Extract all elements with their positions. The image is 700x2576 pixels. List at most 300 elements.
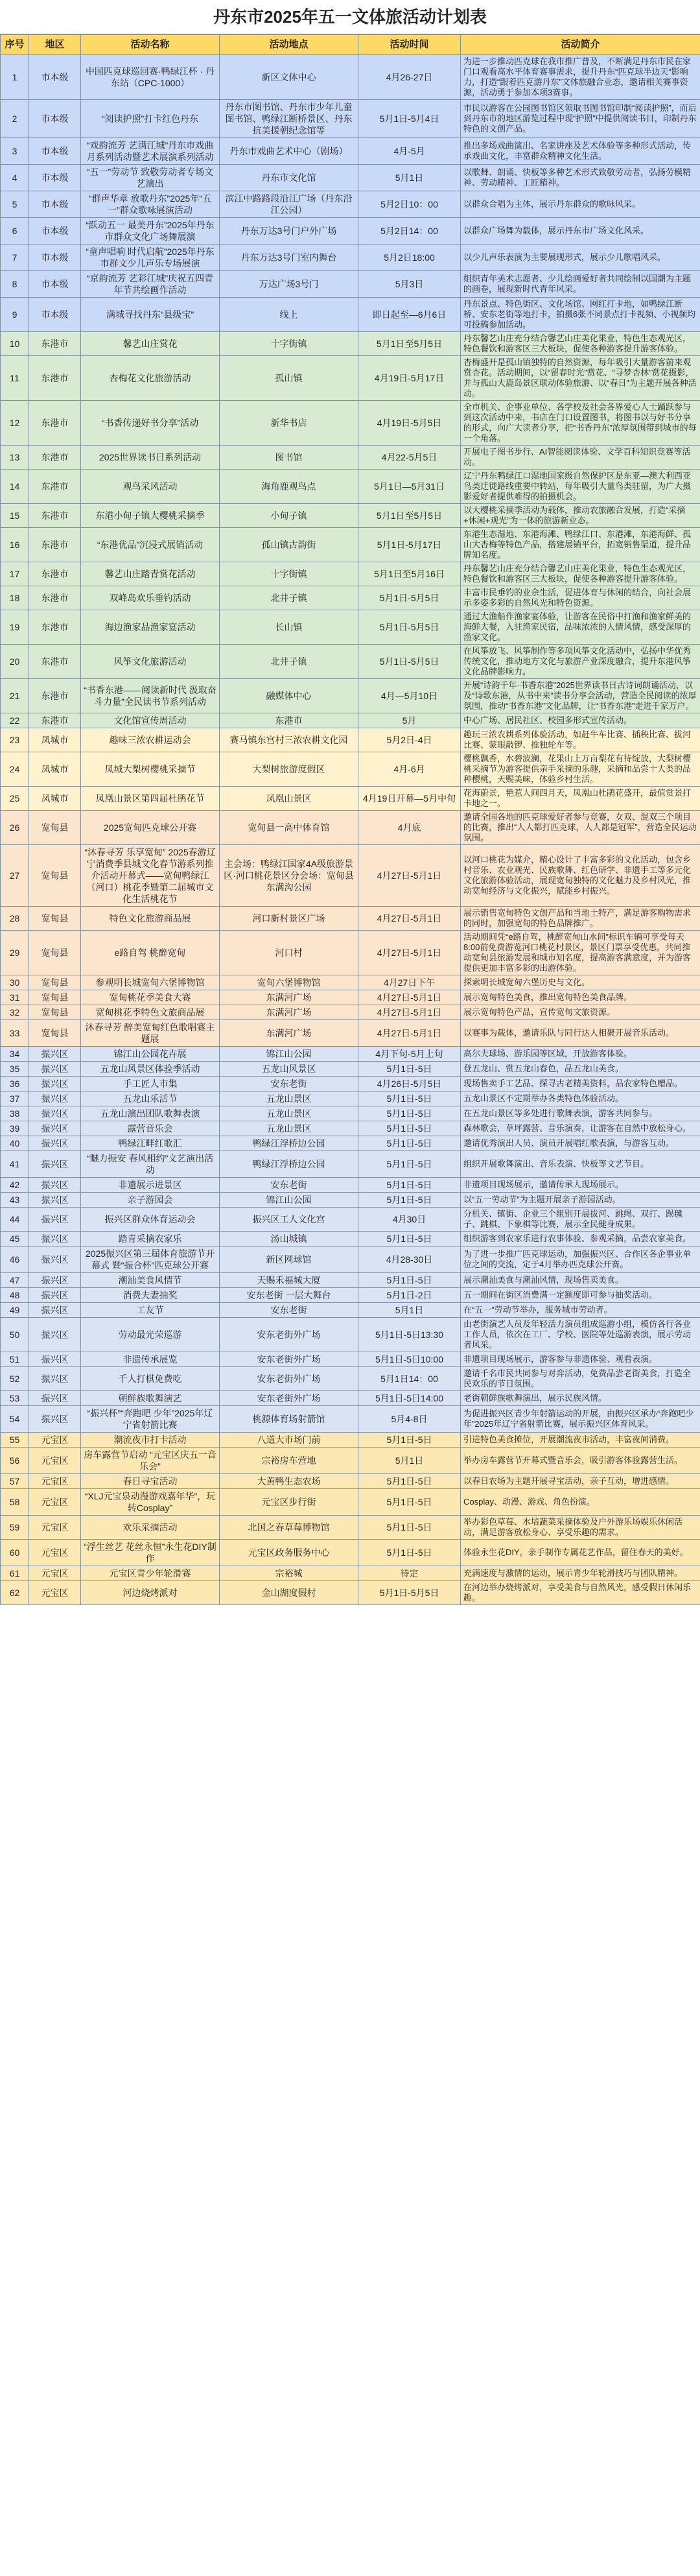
cell-seq: 59 xyxy=(1,1516,29,1540)
cell-region: 振兴区 xyxy=(29,1246,81,1273)
cell-seq: 17 xyxy=(1,562,29,586)
cell-activity-intro: 以“五一劳动节”为主题开展亲子游园活动。 xyxy=(461,1193,700,1208)
cell-activity-intro: 非遗项目现场展示，游客参与非遗体验、观看表演。 xyxy=(461,1352,700,1367)
table-row xyxy=(1,787,700,811)
table-row xyxy=(1,271,700,298)
cell-activity-intro: 杏梅盛开是孤山镇独特的自然资源，每年吸引大量游客前来观赏杏花。活动期间，以“留春时光”赏花、“寻梦杏林”赏花摄影，并与孤山大鹿岛景区联动体验旅游、以“春日”为主题开展各种活动。 xyxy=(461,356,700,401)
cell-activity-place: 宽甸六堡博物馆 xyxy=(220,975,358,990)
table-row xyxy=(1,1047,700,1062)
cell-seq: 3 xyxy=(1,138,29,165)
cell-activity-name: 五龙山乐活节 xyxy=(81,1091,220,1106)
table-row xyxy=(1,191,700,218)
cell-activity-name: e路自驾 桃醉宽甸 xyxy=(81,931,220,975)
cell-activity-intro: 以大樱桃采摘季活动为载体，推动农旅融合发展，打造“采摘+休闲+观光”为一体的旅游新业态。 xyxy=(461,504,700,528)
table-row xyxy=(1,1246,700,1273)
cell-activity-name: 潮流夜市打卡活动 xyxy=(81,1433,220,1448)
cell-activity-intro: 由老街演艺人员及年轻活力演员组成巡游小组，模仿各行各业工作人员，依次在工厂、学校、医院等处巡游表演，展示劳动者风采。 xyxy=(461,1318,700,1352)
table-row xyxy=(1,138,700,165)
cell-activity-name: 中国匹克球巡回赛·鸭绿江杯 · 丹东站（CPC-1000） xyxy=(81,55,220,100)
cell-activity-name: 五龙山风景区体验季活动 xyxy=(81,1062,220,1077)
cell-activity-time: 5月1日-5日 xyxy=(358,1489,461,1516)
cell-activity-place: 河口新村景区广场 xyxy=(220,907,358,931)
cell-region: 市本级 xyxy=(29,100,81,138)
cell-seq: 28 xyxy=(1,907,29,931)
page-title: 丹东市2025年五一文体旅活动计划表 xyxy=(0,0,700,34)
table-row xyxy=(1,1077,700,1091)
cell-activity-time: 4月19日-5月17日 xyxy=(358,356,461,401)
cell-activity-name: 凤凰山景区第四届杜鹃花节 xyxy=(81,787,220,811)
header-region: 地区 xyxy=(29,35,81,55)
cell-region: 振兴区 xyxy=(29,1232,81,1246)
cell-activity-name: “东港优品”沉浸式展销活动 xyxy=(81,528,220,562)
cell-seq: 43 xyxy=(1,1193,29,1208)
table-row xyxy=(1,1406,700,1433)
cell-activity-name: 特色文化旅游商品展 xyxy=(81,907,220,931)
cell-activity-intro: 高尔夫球场、游乐园等区域，开放游客体验。 xyxy=(461,1047,700,1062)
cell-activity-intro: 活动期间凭“e路自驾，桃醉宽甸山水间”标识车辆可享受每天8:00前免费游览河口桃花村景区，景区门票享受优惠，共同推动宽甸县旅游发展和城市知名度，提高游客满意度，并为游客提供更加丰富多彩的出游体验。 xyxy=(461,931,700,975)
cell-activity-place: 锦江山公园 xyxy=(220,1047,358,1062)
activity-table xyxy=(0,34,700,1605)
table-row xyxy=(1,975,700,990)
cell-activity-time: 5月2日14：00 xyxy=(358,218,461,244)
cell-activity-intro: 市民以游客在公园图书馆区领取书图书馆印制“阅读护照”，而后到丹东市的地区游览过程中现“护照”中提供阅读书目，印制丹东特色的文创产品。 xyxy=(461,100,700,138)
cell-activity-time: 5月1日-5月4日 xyxy=(358,100,461,138)
cell-activity-time: 4月27日-5月1日 xyxy=(358,1020,461,1047)
cell-activity-name: “沐春寻芳 乐享宽甸” 2025春游辽宁消费季县城文化春节游系列推介活动开幕式——宽甸鸭绿江（河口）桃花季暨第二届城市文化生活桃花节 xyxy=(81,845,220,907)
cell-seq: 22 xyxy=(1,713,29,728)
cell-region: 市本级 xyxy=(29,271,81,298)
cell-activity-time: 5月2日18:00 xyxy=(358,244,461,271)
cell-seq: 27 xyxy=(1,845,29,907)
cell-activity-name: “阅读护照”打卡红色丹东 xyxy=(81,100,220,138)
cell-region: 市本级 xyxy=(29,244,81,271)
table-row xyxy=(1,1288,700,1303)
cell-region: 元宝区 xyxy=(29,1433,81,1448)
cell-activity-time: 4月27日-5月1日 xyxy=(358,931,461,975)
cell-activity-intro: 以歌舞、朗诵、快板等多种艺术形式致敬劳动者，弘扬劳模精神、劳动精神、工匠精神。 xyxy=(461,165,700,191)
table-row xyxy=(1,1193,700,1208)
cell-activity-time: 5月1日-5日14:00 xyxy=(358,1391,461,1406)
cell-seq: 44 xyxy=(1,1208,29,1232)
cell-region: 凤城市 xyxy=(29,752,81,787)
cell-seq: 33 xyxy=(1,1020,29,1047)
cell-activity-intro: 老街朝鲜族歌舞演出，展示民族风情。 xyxy=(461,1391,700,1406)
cell-seq: 50 xyxy=(1,1318,29,1352)
cell-seq: 8 xyxy=(1,271,29,298)
cell-seq: 25 xyxy=(1,787,29,811)
table-row xyxy=(1,298,700,332)
cell-activity-time: 4月—5月10日 xyxy=(358,679,461,713)
cell-seq: 16 xyxy=(1,528,29,562)
cell-activity-name: 亲子游园会 xyxy=(81,1193,220,1208)
cell-activity-intro: 中心广场、居民社区、校园多形式宣传活动。 xyxy=(461,713,700,728)
cell-activity-intro: 五一期间在街区消费满一定额度即可参与抽奖活动。 xyxy=(461,1288,700,1303)
cell-seq: 48 xyxy=(1,1288,29,1303)
cell-activity-intro: 森林歌会，草坪露营、音乐演奏，让游客在自然中放松身心。 xyxy=(461,1121,700,1136)
cell-seq: 61 xyxy=(1,1566,29,1581)
cell-activity-intro: 趣玩三浓农耕系列体验活动，如赶牛车比赛、插秧比赛、拔河比赛、蒙眼敲锣、推独轮车等。 xyxy=(461,728,700,752)
cell-activity-name: 非遗展示进景区 xyxy=(81,1178,220,1193)
cell-region: 振兴区 xyxy=(29,1106,81,1121)
table-row xyxy=(1,1232,700,1246)
cell-activity-place: 鸭绿江浮桥边公园 xyxy=(220,1151,358,1178)
cell-activity-name: “京韵流芳 艺彩江城”庆祝五四青年节共绘画作活动 xyxy=(81,271,220,298)
cell-activity-place: 东满河广场 xyxy=(220,1005,358,1020)
table-row xyxy=(1,1516,700,1540)
cell-region: 宽甸县 xyxy=(29,975,81,990)
cell-region: 东港市 xyxy=(29,401,81,446)
cell-seq: 54 xyxy=(1,1406,29,1433)
cell-region: 宽甸县 xyxy=(29,1020,81,1047)
cell-region: 市本级 xyxy=(29,165,81,191)
cell-activity-time: 4月26日-5月5日 xyxy=(358,1077,461,1091)
cell-seq: 9 xyxy=(1,298,29,332)
cell-activity-time: 5月 xyxy=(358,713,461,728)
cell-activity-time: 5月1日-5日10:00 xyxy=(358,1352,461,1367)
cell-activity-place: 汤山城镇 xyxy=(220,1232,358,1246)
cell-region: 元宝区 xyxy=(29,1540,81,1566)
cell-seq: 51 xyxy=(1,1352,29,1367)
cell-activity-name: 2025宽甸匹克球公开赛 xyxy=(81,811,220,845)
table-row xyxy=(1,1352,700,1367)
table-row xyxy=(1,1581,700,1605)
cell-activity-name: 沐春寻芳 醉美宽甸红色歌唱赛主题展 xyxy=(81,1020,220,1047)
cell-region: 东港市 xyxy=(29,504,81,528)
cell-activity-intro: 推出多场戏曲演出、名家讲座及艺术体验等多种形式活动，传承戏曲文化，丰富群众精神文化生活。 xyxy=(461,138,700,165)
cell-region: 市本级 xyxy=(29,138,81,165)
cell-activity-name: 元宝区青少年轮滑赛 xyxy=(81,1566,220,1581)
cell-activity-time: 5月1日-5日 xyxy=(358,1106,461,1121)
cell-activity-time: 4月底 xyxy=(358,811,461,845)
table-row xyxy=(1,1208,700,1232)
cell-activity-name: 春日寻宝活动 xyxy=(81,1474,220,1489)
cell-activity-place: 主会场：鸭绿江国家4A级旅游景区·河口桃花景区分会场：宽甸县东满沟公园 xyxy=(220,845,358,907)
cell-activity-intro: 花海蔚景，艳惹人间四月天，凤凰山杜鹃花盛开，最值赏景打卡地之一。 xyxy=(461,787,700,811)
cell-activity-time: 5月1日-5日13:30 xyxy=(358,1318,461,1352)
cell-activity-time: 5月1日-5日 xyxy=(358,1474,461,1489)
cell-activity-time: 5月1日-5日 xyxy=(358,1121,461,1136)
table-row xyxy=(1,752,700,787)
cell-region: 宽甸县 xyxy=(29,1005,81,1020)
cell-region: 东港市 xyxy=(29,470,81,504)
table-row xyxy=(1,1005,700,1020)
cell-activity-time: 5月2日-4日 xyxy=(358,728,461,752)
cell-region: 元宝区 xyxy=(29,1566,81,1581)
cell-seq: 15 xyxy=(1,504,29,528)
cell-activity-place: 图书馆 xyxy=(220,446,358,470)
cell-activity-place: 孤山镇古韵街 xyxy=(220,528,358,562)
cell-activity-time: 4月27日-5月1日 xyxy=(358,1005,461,1020)
cell-activity-name: “书香东港——阅读新时代 汲取奋斗力量”全民读书节系列活动 xyxy=(81,679,220,713)
cell-activity-place: 新华书店 xyxy=(220,401,358,446)
cell-activity-place: 北国之春草莓博物馆 xyxy=(220,1516,358,1540)
cell-seq: 1 xyxy=(1,55,29,100)
cell-activity-place: 十字街镇 xyxy=(220,562,358,586)
cell-activity-place: 孤山镇 xyxy=(220,356,358,401)
cell-region: 东港市 xyxy=(29,356,81,401)
cell-activity-intro: 为进一步推动匹克球在我市推广普及，不断满足丹东市民在家门口观看高水平体育赛事需求，提升丹东“匹克球半边天”影响力，打造“跟着匹克游丹东”文体旅融合业态，邀请相关赛事资源，活动勇于参加本项3赛事。 xyxy=(461,55,700,100)
cell-region: 市本级 xyxy=(29,218,81,244)
cell-seq: 42 xyxy=(1,1178,29,1193)
cell-activity-time: 5月1日-5月5日 xyxy=(358,645,461,679)
cell-activity-time: 5月1日-5日 xyxy=(358,1151,461,1178)
table-row xyxy=(1,1106,700,1121)
cell-region: 市本级 xyxy=(29,191,81,218)
cell-activity-intro: 通过大渔船作渔家宴体验，让游客在民俗中打渔和渔家鲜美的海鲜大餐，入驻渔家民宿，品味浓浓的人情风情，感受深厚的渔家文化。 xyxy=(461,610,700,645)
cell-activity-name: 鸭绿江畔红歌汇 xyxy=(81,1136,220,1151)
cell-activity-place: 北井子镇 xyxy=(220,586,358,610)
cell-activity-intro: 组织青年美术志愿者、少儿绘画爱好者共同绘制以国潮为主题的画卷，展现新时代青年风采。 xyxy=(461,271,700,298)
cell-activity-place: 金山湖度假村 xyxy=(220,1581,358,1605)
table-row xyxy=(1,562,700,586)
cell-activity-intro: 以赛事为载体，邀请乐队与同行达人相聚开展音乐活动。 xyxy=(461,1020,700,1047)
cell-seq: 14 xyxy=(1,470,29,504)
cell-activity-place: 宽甸县一高中体育馆 xyxy=(220,811,358,845)
cell-seq: 37 xyxy=(1,1091,29,1106)
cell-activity-name: 振兴区群众体育运动会 xyxy=(81,1208,220,1232)
cell-activity-place: 东满河广场 xyxy=(220,1020,358,1047)
cell-activity-name: 参观明长城宽甸六堡博物馆 xyxy=(81,975,220,990)
cell-activity-name: “戏韵流芳 艺满江城”丹东市戏曲月系列活动暨艺术展演系列活动 xyxy=(81,138,220,165)
cell-activity-intro: 在风筝放飞、风筝制作等多项风筝文化活动中，弘扬中华优秀传统文化，推动地方文化与旅游产业深度融合，提升东港风筝文化品牌影响力。 xyxy=(461,645,700,679)
cell-activity-time: 4月27日-5月1日 xyxy=(358,990,461,1005)
table-row xyxy=(1,401,700,446)
table-row xyxy=(1,1474,700,1489)
cell-region: 东港市 xyxy=(29,713,81,728)
cell-seq: 12 xyxy=(1,401,29,446)
cell-seq: 40 xyxy=(1,1136,29,1151)
cell-activity-place: 丹东市文化馆 xyxy=(220,165,358,191)
cell-activity-name: 踏青采摘农家乐 xyxy=(81,1232,220,1246)
cell-region: 东港市 xyxy=(29,586,81,610)
cell-activity-name: 凤城大梨树樱桃采摘节 xyxy=(81,752,220,787)
table-row xyxy=(1,100,700,138)
cell-activity-intro: 引进特色美食摊位，开展潮流夜市活动，丰富夜间消费。 xyxy=(461,1433,700,1448)
cell-seq: 24 xyxy=(1,752,29,787)
cell-activity-time: 4月30日 xyxy=(358,1208,461,1232)
cell-seq: 6 xyxy=(1,218,29,244)
cell-activity-intro: 体验永生花DIY，亲手制作专属花艺作品，留住春天的美好。 xyxy=(461,1540,700,1566)
cell-activity-time: 5月2日10：00 xyxy=(358,191,461,218)
table-row xyxy=(1,1303,700,1318)
cell-region: 振兴区 xyxy=(29,1318,81,1352)
table-row xyxy=(1,1367,700,1391)
table-row xyxy=(1,470,700,504)
cell-activity-name: “群声华章 放歌丹东”2025年“五一”群众歌咏展演活动 xyxy=(81,191,220,218)
cell-activity-intro: 登五龙山、赏五龙山春色，品五龙山美食。 xyxy=(461,1062,700,1077)
cell-seq: 36 xyxy=(1,1077,29,1091)
cell-seq: 58 xyxy=(1,1489,29,1516)
cell-activity-name: 东港小甸子镇大樱桃采摘季 xyxy=(81,504,220,528)
cell-region: 元宝区 xyxy=(29,1516,81,1540)
cell-activity-time: 5月4-8日 xyxy=(358,1406,461,1433)
header-activity-time: 活动时间 xyxy=(358,35,461,55)
cell-activity-time: 4月19日-5月5日 xyxy=(358,401,461,446)
cell-region: 振兴区 xyxy=(29,1391,81,1406)
cell-activity-intro: 以少儿声乐表演为主要展现形式，展示少儿歌唱风采。 xyxy=(461,244,700,271)
cell-seq: 21 xyxy=(1,679,29,713)
cell-activity-place: 五龙山景区 xyxy=(220,1121,358,1136)
table-row xyxy=(1,446,700,470)
cell-activity-place: 大黄鸭生态农场 xyxy=(220,1474,358,1489)
cell-activity-intro: 全市机关、企事业单位、各学校及社会各界爱心人士踊跃参与到这次活动中来，书店在门口设置图书，将图书以与好书分享的形式，向广大读者分享，把“书香丹东”浓厚氛围带到城市的每一个角落。 xyxy=(461,401,700,446)
cell-seq: 34 xyxy=(1,1047,29,1062)
table-row xyxy=(1,931,700,975)
cell-seq: 47 xyxy=(1,1273,29,1288)
cell-activity-name: 宽甸桃花季美食大赛 xyxy=(81,990,220,1005)
cell-activity-place: 五龙山风景区 xyxy=(220,1062,358,1077)
cell-activity-time: 5月1日-5月5日 xyxy=(358,586,461,610)
cell-activity-name: 河边烧烤派对 xyxy=(81,1581,220,1605)
cell-activity-time: 5月1日-5日 xyxy=(358,1232,461,1246)
cell-activity-place: 安东老街外广场 xyxy=(220,1391,358,1406)
cell-activity-place: 安东老街外广场 xyxy=(220,1352,358,1367)
cell-activity-place: 凤凰山景区 xyxy=(220,787,358,811)
cell-activity-time: 5月1日-5日 xyxy=(358,1193,461,1208)
cell-activity-place: 宗裕城 xyxy=(220,1566,358,1581)
cell-activity-intro: 在“五一”劳动节举办，服务城市劳动者。 xyxy=(461,1303,700,1318)
cell-activity-name: “书香传递好书分享”活动 xyxy=(81,401,220,446)
cell-region: 东港市 xyxy=(29,679,81,713)
cell-activity-intro: Cosplay、动漫、游戏、角色扮演。 xyxy=(461,1489,700,1516)
cell-activity-name: 杏梅花文化旅游活动 xyxy=(81,356,220,401)
table-row xyxy=(1,1318,700,1352)
cell-activity-time: 待定 xyxy=(358,1566,461,1581)
cell-activity-place: 新区文体中心 xyxy=(220,55,358,100)
table-row xyxy=(1,586,700,610)
cell-activity-intro: 展示宽甸特色美食，推出宽甸特色美食品牌。 xyxy=(461,990,700,1005)
cell-activity-time: 5月1日-5日 xyxy=(358,1091,461,1106)
cell-activity-name: 房车露营节启动 “元宝区庆五一音乐会” xyxy=(81,1448,220,1474)
cell-seq: 55 xyxy=(1,1433,29,1448)
cell-region: 振兴区 xyxy=(29,1178,81,1193)
cell-seq: 52 xyxy=(1,1367,29,1391)
cell-activity-place: 元宝区步行街 xyxy=(220,1489,358,1516)
cell-seq: 19 xyxy=(1,610,29,645)
cell-activity-name: “跃动五一 最美丹东”2025年丹东市群众文化广场舞展演 xyxy=(81,218,220,244)
cell-activity-place: 线上 xyxy=(220,298,358,332)
cell-activity-time: 5月1日至5月5日 xyxy=(358,504,461,528)
cell-activity-time: 5月1日-5日 xyxy=(358,1540,461,1566)
cell-activity-name: 消费夫妻抽奖 xyxy=(81,1288,220,1303)
table-row xyxy=(1,356,700,401)
cell-seq: 57 xyxy=(1,1474,29,1489)
cell-activity-time: 4月-5月 xyxy=(358,138,461,165)
table-row xyxy=(1,1121,700,1136)
cell-activity-intro: 为了进一步推广匹克球运动，加强振兴区、合作区各企事业单位之间的交流，定于4月举办匹克球公开赛。 xyxy=(461,1246,700,1273)
cell-activity-place: 丹东万达3号门室内舞台 xyxy=(220,244,358,271)
cell-activity-place: 滨江中路路段沿江广场（丹东沿江公园） xyxy=(220,191,358,218)
table-row xyxy=(1,713,700,728)
cell-activity-name: 欢乐采摘活动 xyxy=(81,1516,220,1540)
cell-activity-intro: 展示销售宽甸特色文创产品和当地土特产，满足游客购物需求的同时，加强宽甸的特色品牌推广。 xyxy=(461,907,700,931)
cell-activity-name: 2025世界读书日系列活动 xyxy=(81,446,220,470)
cell-seq: 38 xyxy=(1,1106,29,1121)
cell-activity-name: “浮生丝艺 花丝永恒”永生花DIY制作 xyxy=(81,1540,220,1566)
cell-activity-time: 4月28-30日 xyxy=(358,1246,461,1273)
cell-activity-place: 赛马镇东宫村三浓农耕文化园 xyxy=(220,728,358,752)
cell-activity-time: 5月1日 xyxy=(358,165,461,191)
cell-activity-place: 安东老街外广场 xyxy=(220,1367,358,1391)
cell-activity-time: 4月27日下午 xyxy=(358,975,461,990)
table-row xyxy=(1,1020,700,1047)
cell-activity-intro: 东港生态湿地、东港海滩、鸭绿江口、东港滩，东港海鲜、孤山大杏梅等特色产品，搭建展销平台，拓宽销售渠道，提升品牌知名度。 xyxy=(461,528,700,562)
cell-activity-time: 5月1日-5月17日 xyxy=(358,528,461,562)
cell-activity-intro: 丹东馨艺山庄充分结合馨艺山庄美化果业，特色生态观光区，特色餐饮和游客区三大板块，促使各种游客提升游客体验。 xyxy=(461,332,700,356)
cell-seq: 10 xyxy=(1,332,29,356)
cell-activity-name: 观鸟采风活动 xyxy=(81,470,220,504)
cell-activity-place: 安东老街外广场 xyxy=(220,1318,358,1352)
cell-activity-intro: 以河口桃花为媒介，精心设计了丰富多彩的文化活动，包含乡村音乐、农业观光、民族歌舞、红色研学、非遗手工等多元化文化旅游体验活动，展现宽甸独特的文化魅力及乡村风光，推动宽甸经济与文化振兴，赋能乡村振兴。 xyxy=(461,845,700,907)
cell-activity-intro: 为促进振兴区青少年射箭运动的开展，由振兴区承办“奔跑吧少年”2025年辽宁省射箭比赛，展示振兴区体育风采。 xyxy=(461,1406,700,1433)
cell-activity-name: 海边渔家品渔家宴活动 xyxy=(81,610,220,645)
cell-activity-place: 丹东市图书馆、丹东市少年儿童图书馆、鸭绿江断桥景区、丹东抗美援朝纪念馆等 xyxy=(220,100,358,138)
cell-activity-time: 5月1日—5月31日 xyxy=(358,470,461,504)
cell-activity-time: 4月19日开幕—5月中旬 xyxy=(358,787,461,811)
cell-seq: 49 xyxy=(1,1303,29,1318)
table-row xyxy=(1,1391,700,1406)
cell-activity-name: 潮汕美食风情节 xyxy=(81,1273,220,1288)
cell-activity-name: 宽甸桃花季特色文旅商品展 xyxy=(81,1005,220,1020)
cell-activity-intro: 组织开展歌舞演出、音乐表演、快板等文艺节目。 xyxy=(461,1151,700,1178)
cell-activity-time: 5月1日14：00 xyxy=(358,1367,461,1391)
cell-region: 东港市 xyxy=(29,645,81,679)
cell-activity-name: “魅力振安 春风相约”文艺演出活动 xyxy=(81,1151,220,1178)
cell-activity-place: 安东老街 xyxy=(220,1077,358,1091)
cell-activity-intro: 非遗项目现场展示，邀请传承人现场展示。 xyxy=(461,1178,700,1193)
header-activity-name: 活动名称 xyxy=(81,35,220,55)
cell-region: 东港市 xyxy=(29,528,81,562)
cell-activity-time: 5月1日-5日 xyxy=(358,1136,461,1151)
table-row xyxy=(1,645,700,679)
table-header-row xyxy=(1,35,700,55)
table-row xyxy=(1,1489,700,1516)
cell-seq: 62 xyxy=(1,1581,29,1605)
cell-activity-time: 5月1日-2日 xyxy=(358,1288,461,1303)
cell-region: 振兴区 xyxy=(29,1303,81,1318)
cell-seq: 11 xyxy=(1,356,29,401)
cell-region: 东港市 xyxy=(29,332,81,356)
cell-activity-place: 桃源体育场射箭馆 xyxy=(220,1406,358,1433)
cell-activity-name: 五龙山演出团队歌舞表演 xyxy=(81,1106,220,1121)
cell-seq: 46 xyxy=(1,1246,29,1273)
cell-activity-intro: 邀请全国各地的匹克球爱好者参与竞赛，女双、混双三个项目的比赛，推出“人人都打匹克球，人人都是冠军”，营造全民运动氛围。 xyxy=(461,811,700,845)
cell-region: 振兴区 xyxy=(29,1406,81,1433)
cell-region: 振兴区 xyxy=(29,1136,81,1151)
cell-seq: 26 xyxy=(1,811,29,845)
table-row xyxy=(1,1273,700,1288)
cell-seq: 39 xyxy=(1,1121,29,1136)
cell-activity-name: 风筝文化旅游活动 xyxy=(81,645,220,679)
cell-activity-place: 大梨树旅游度假区 xyxy=(220,752,358,787)
cell-activity-name: 劳动最光荣巡游 xyxy=(81,1318,220,1352)
cell-activity-place: 东港市 xyxy=(220,713,358,728)
cell-activity-place: 北井子镇 xyxy=(220,645,358,679)
cell-activity-intro: 现场售卖手工艺品、探寻古老精美资料，品农家特色赠品。 xyxy=(461,1077,700,1091)
cell-seq: 5 xyxy=(1,191,29,218)
cell-seq: 2 xyxy=(1,100,29,138)
cell-region: 元宝区 xyxy=(29,1474,81,1489)
cell-region: 振兴区 xyxy=(29,1047,81,1062)
cell-region: 市本级 xyxy=(29,55,81,100)
cell-activity-name: 双峰岛欢乐垂钓活动 xyxy=(81,586,220,610)
cell-activity-intro: 开展“诗韵千年·书香东港”2025世界读书日古诗词朗诵活动，以及“诗歌东港，从书中来”读书分享会活动，营造全民阅读的浓厚氛围，推动“书香东港”文化品牌，让“书香东港”走进千家万户。 xyxy=(461,679,700,713)
cell-activity-place: 河口村 xyxy=(220,931,358,975)
cell-region: 东港市 xyxy=(29,562,81,586)
cell-activity-intro: 展示潮汕美食与潮汕风情，现场售卖美食。 xyxy=(461,1273,700,1288)
cell-activity-intro: 丹东景点、特色街区、文化场馆、网红打卡地，如鸭绿江断桥、安东老街等地打卡，拍摄6张不同景点打卡视频、小视频均可投稿参加活动。 xyxy=(461,298,700,332)
cell-activity-name: “五一”劳动节 致敬劳动者专场文艺演出 xyxy=(81,165,220,191)
